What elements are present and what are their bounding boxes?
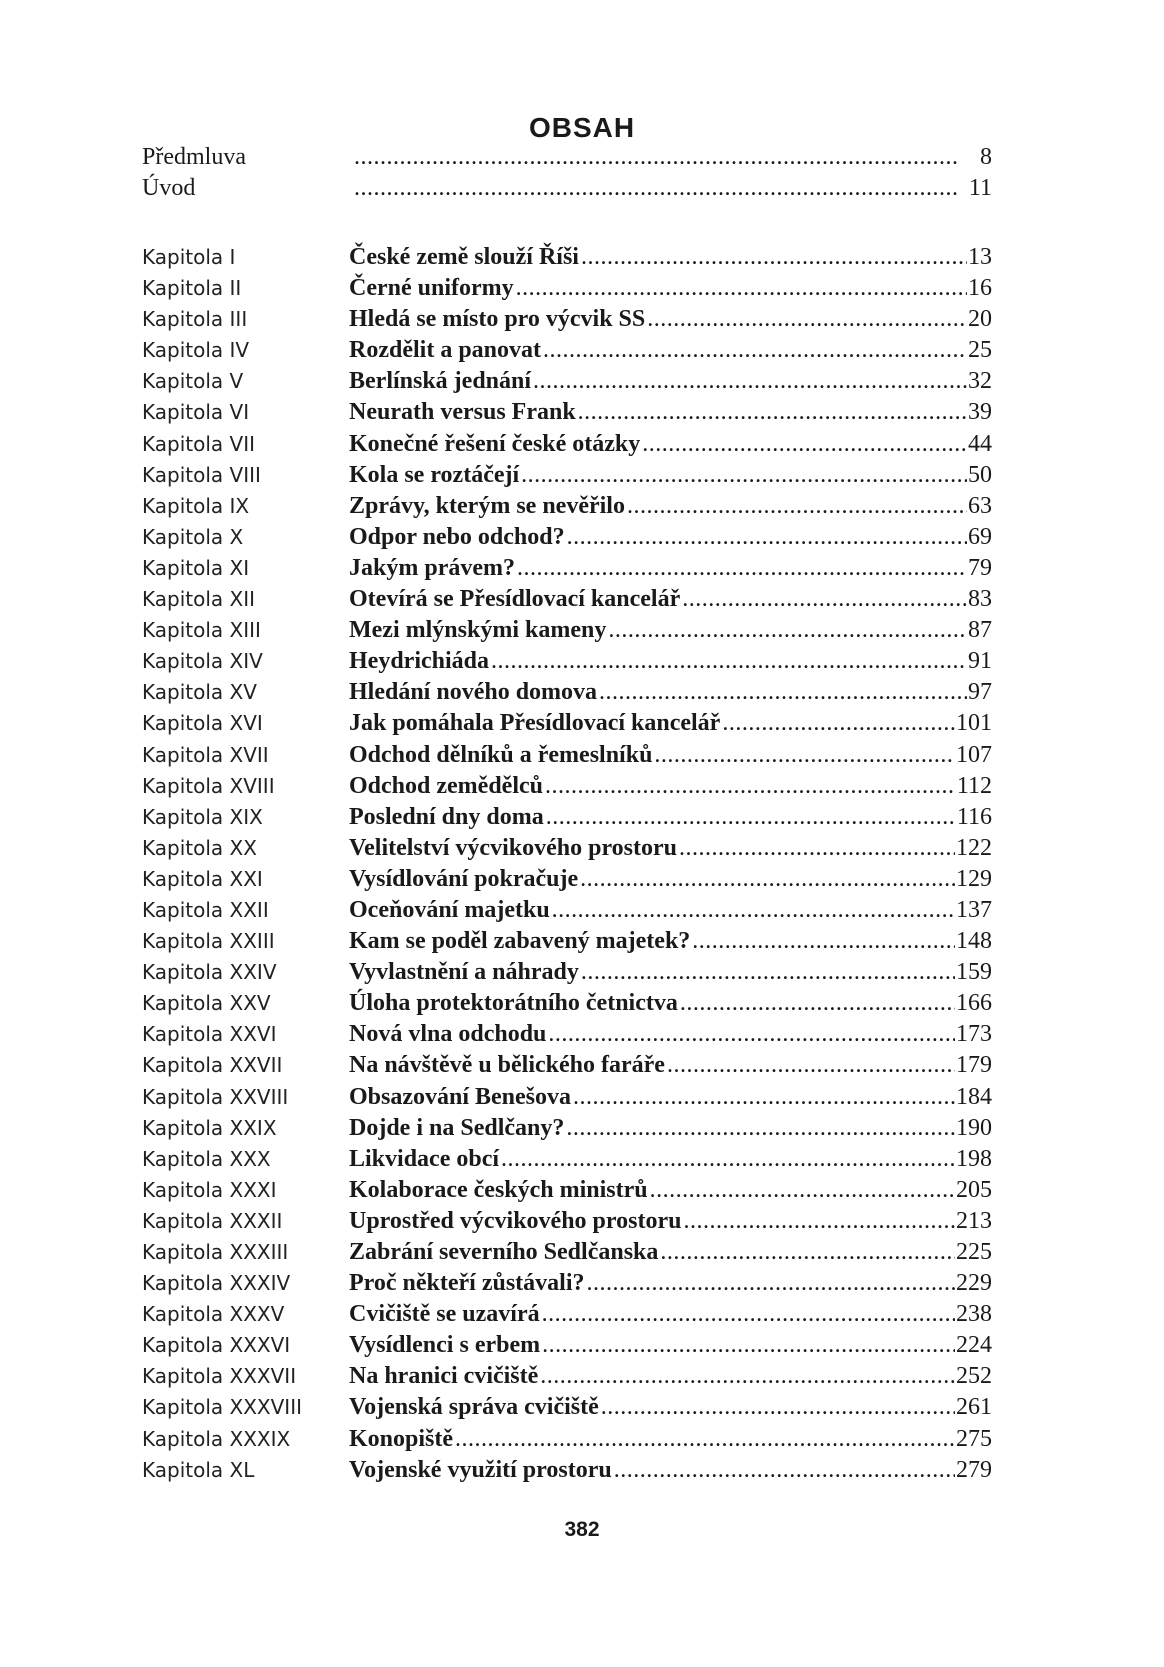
chapter-title: Vojenská správa cvičiště bbox=[349, 1394, 599, 1421]
chapter-title: Kola se roztáčejí bbox=[349, 461, 520, 488]
chapter-title: Proč někteří zůstávali? bbox=[349, 1270, 585, 1297]
toc-entry bbox=[142, 617, 992, 648]
chapter-title: Neurath versus Frank bbox=[349, 399, 576, 426]
chapter-title: Hledá se místo pro výcvik SS bbox=[349, 306, 646, 333]
toc-entry bbox=[142, 399, 992, 430]
chapter-title: Cvičiště se uzavírá bbox=[349, 1301, 540, 1328]
toc-entry bbox=[142, 1394, 992, 1425]
leader-dots bbox=[581, 244, 967, 271]
chapter-page: 198 bbox=[956, 1145, 992, 1172]
leader-dots bbox=[501, 1146, 955, 1173]
toc-entry bbox=[142, 1332, 992, 1363]
toc-entry bbox=[142, 555, 992, 586]
chapter-page: 159 bbox=[956, 959, 992, 986]
chapter-page: 112 bbox=[956, 772, 992, 799]
toc-entry bbox=[142, 679, 992, 710]
chapter-title: Dojde i na Sedlčany? bbox=[349, 1114, 565, 1141]
chapter-page: 16 bbox=[968, 275, 992, 302]
chapter-page: 20 bbox=[968, 306, 992, 333]
leader-dots bbox=[455, 1426, 955, 1453]
chapter-title: Oceňování majetku bbox=[349, 896, 550, 923]
toc-entry bbox=[142, 462, 992, 493]
leader-dots bbox=[601, 1394, 955, 1421]
page-number: 382 bbox=[564, 1518, 600, 1541]
chapter-page: 279 bbox=[956, 1456, 992, 1483]
chapter-title: Uprostřed výcvikového prostoru bbox=[349, 1207, 682, 1234]
chapter-page: 275 bbox=[956, 1425, 992, 1452]
leader-dots bbox=[647, 306, 967, 333]
chapter-title: České země slouží Říši bbox=[349, 244, 579, 270]
chapter-page: 83 bbox=[968, 586, 992, 613]
leader-dots bbox=[578, 399, 967, 426]
chapter-page: 225 bbox=[956, 1239, 992, 1265]
chapter-label: Kapitola XXVIII bbox=[142, 1084, 289, 1109]
chapter-label: Kapitola XXVII bbox=[142, 1053, 283, 1078]
toc-entry bbox=[142, 586, 992, 617]
toc-entry bbox=[142, 1177, 992, 1208]
toc-entry bbox=[142, 1363, 992, 1394]
leader-dots bbox=[542, 1332, 955, 1359]
chapter-title: Zprávy, kterým se nevěřilo bbox=[349, 492, 625, 519]
chapter-title: Hledání nového domova bbox=[349, 679, 598, 706]
chapter-title: Obsazování Benešova bbox=[349, 1083, 572, 1110]
chapter-title: Úloha protektorátního četnictva bbox=[349, 990, 678, 1017]
chapter-page: 148 bbox=[956, 928, 992, 955]
chapter-label: Kapitola XII bbox=[142, 587, 256, 612]
chapter-page: 97 bbox=[968, 679, 992, 706]
front-matter-page: 11 bbox=[968, 175, 992, 201]
leader-dots bbox=[683, 1208, 955, 1235]
toc-entry bbox=[142, 306, 992, 337]
toc-entry bbox=[142, 710, 992, 741]
toc-entry bbox=[142, 1426, 992, 1457]
chapter-label: Kapitola XV bbox=[142, 680, 257, 705]
chapter-page: 173 bbox=[956, 1021, 992, 1048]
leader-dots bbox=[587, 1270, 955, 1297]
chapter-page: 261 bbox=[956, 1394, 992, 1421]
leader-dots bbox=[580, 866, 955, 893]
toc-entry bbox=[142, 804, 992, 835]
leader-dots bbox=[543, 337, 967, 364]
leader-dots bbox=[667, 1052, 955, 1079]
toc-entry bbox=[142, 244, 992, 275]
chapter-page: 190 bbox=[956, 1114, 992, 1141]
toc-entry bbox=[142, 990, 992, 1021]
chapter-page: 229 bbox=[956, 1270, 992, 1297]
chapter-page: 129 bbox=[956, 865, 992, 892]
leader-dots bbox=[546, 804, 956, 831]
toc-entry bbox=[142, 368, 992, 399]
toc-entry bbox=[142, 1146, 992, 1177]
leader-dots bbox=[542, 1301, 955, 1328]
chapter-label: Kapitola XXVI bbox=[142, 1022, 277, 1047]
leader-dots bbox=[627, 493, 967, 520]
chapter-label: Kapitola XIX bbox=[142, 804, 263, 829]
chapter-label: Kapitola II bbox=[142, 276, 242, 301]
toc-entry bbox=[142, 337, 992, 368]
leader-dots bbox=[533, 368, 967, 395]
chapter-title: Kam se poděl zabavený majetek? bbox=[349, 928, 691, 955]
chapter-title: Konečné řešení české otázky bbox=[349, 430, 641, 457]
leader-dots bbox=[517, 555, 967, 582]
chapter-page: 91 bbox=[968, 648, 992, 675]
chapter-title: Vysídlenci s erbem bbox=[349, 1332, 541, 1359]
chapter-label: Kapitola IV bbox=[142, 338, 250, 363]
toc-entry bbox=[142, 275, 992, 306]
chapter-label: Kapitola III bbox=[142, 307, 248, 332]
chapter-label: Kapitola IX bbox=[142, 493, 250, 518]
toc-entry bbox=[142, 1021, 992, 1052]
leader-dots bbox=[608, 617, 967, 644]
toc-entry bbox=[142, 928, 992, 959]
chapter-title: Kolaborace českých ministrů bbox=[349, 1176, 648, 1203]
chapter-page: 184 bbox=[956, 1083, 992, 1110]
chapter-page: 63 bbox=[968, 492, 992, 519]
leader-dots bbox=[722, 710, 955, 737]
chapter-title: Nová vlna odchodu bbox=[349, 1021, 547, 1048]
leader-dots bbox=[680, 990, 955, 1017]
chapter-label: Kapitola I bbox=[142, 245, 236, 269]
leader-dots bbox=[552, 897, 955, 924]
chapter-label: Kapitola X bbox=[142, 524, 244, 549]
chapter-label: Kapitola V bbox=[142, 369, 244, 394]
toc-entry bbox=[142, 1052, 992, 1083]
chapter-label: Kapitola XI bbox=[142, 555, 250, 580]
chapter-label: Kapitola VI bbox=[142, 400, 250, 425]
leader-dots bbox=[567, 524, 967, 551]
chapter-title: Zabrání severního Sedlčanska bbox=[349, 1239, 659, 1265]
chapter-title: Vyvlastnění a náhrady bbox=[349, 959, 579, 986]
leader-dots bbox=[548, 1021, 955, 1048]
front-matter-page: 8 bbox=[980, 144, 992, 170]
leader-dots bbox=[354, 175, 958, 202]
chapter-title: Mezi mlýnskými kameny bbox=[349, 617, 607, 644]
toc-entry bbox=[142, 866, 992, 897]
chapter-page: 44 bbox=[968, 430, 992, 457]
chapter-label: Kapitola XXXIII bbox=[142, 1240, 289, 1264]
leader-dots bbox=[491, 648, 967, 675]
chapter-title: Vojenské využití prostoru bbox=[349, 1456, 612, 1483]
chapter-page: 39 bbox=[968, 399, 992, 426]
chapter-page: 116 bbox=[956, 803, 992, 830]
chapter-title: Konopiště bbox=[349, 1425, 454, 1452]
leader-dots bbox=[642, 431, 967, 458]
chapter-label: Kapitola XXIV bbox=[142, 960, 277, 985]
chapter-title: Odpor nebo odchod? bbox=[349, 523, 565, 550]
chapter-label: Kapitola XXXIX bbox=[142, 1426, 291, 1451]
chapter-title: Berlínská jednání bbox=[349, 368, 532, 395]
chapter-title: Odchod dělníků a řemeslníků bbox=[349, 741, 653, 768]
chapter-title: Rozdělit a panovat bbox=[349, 337, 541, 364]
leader-dots bbox=[581, 959, 955, 986]
chapter-page: 238 bbox=[956, 1301, 992, 1328]
chapter-label: Kapitola VII bbox=[142, 431, 255, 456]
chapter-label: Kapitola XVII bbox=[142, 742, 269, 767]
chapter-page: 122 bbox=[956, 834, 992, 861]
chapter-label: Kapitola XL bbox=[142, 1457, 255, 1482]
chapter-title: Na hranici cvičiště bbox=[349, 1363, 539, 1390]
leader-dots bbox=[650, 1177, 955, 1204]
toc-entry bbox=[142, 1270, 992, 1301]
chapter-label: Kapitola VIII bbox=[142, 462, 261, 487]
leader-dots bbox=[599, 679, 967, 706]
toc-entry bbox=[142, 1301, 992, 1332]
toc-entry bbox=[142, 1115, 992, 1146]
chapter-label: Kapitola XVI bbox=[142, 711, 263, 736]
toc-entry bbox=[142, 959, 992, 990]
chapter-title: Otevírá se Přesídlovací kancelář bbox=[349, 586, 681, 613]
chapter-title: Velitelství výcvikového prostoru bbox=[349, 834, 677, 861]
chapter-label: Kapitola XXII bbox=[142, 897, 269, 922]
chapter-page: 32 bbox=[968, 368, 992, 395]
leader-dots bbox=[573, 1084, 955, 1111]
front-matter-entry-introduction bbox=[142, 175, 992, 207]
chapter-title: Jak pomáhala Přesídlovací kancelář bbox=[349, 710, 721, 737]
chapter-page: 69 bbox=[968, 523, 992, 550]
chapter-label: Kapitola XVIII bbox=[142, 773, 275, 798]
leader-dots bbox=[354, 144, 958, 171]
toc-entry bbox=[142, 1239, 992, 1270]
chapter-page: 101 bbox=[956, 710, 992, 737]
chapter-label: Kapitola XXXII bbox=[142, 1208, 283, 1233]
chapter-label: Kapitola XXIII bbox=[142, 929, 275, 954]
leader-dots bbox=[614, 1457, 955, 1484]
chapter-label: Kapitola XX bbox=[142, 835, 257, 860]
chapter-page: 13 bbox=[968, 244, 992, 270]
chapter-label: Kapitola XXXIV bbox=[142, 1271, 291, 1296]
chapter-title: Poslední dny doma bbox=[349, 803, 544, 830]
chapter-title: Vysídlování pokračuje bbox=[349, 865, 579, 892]
toc-entry bbox=[142, 773, 992, 804]
chapter-label: Kapitola XXXVIII bbox=[142, 1395, 302, 1420]
front-matter-label: Předmluva bbox=[142, 144, 246, 170]
front-matter-label: Úvod bbox=[142, 175, 196, 201]
toc-entry bbox=[142, 524, 992, 555]
chapter-page: 213 bbox=[956, 1207, 992, 1234]
leader-dots bbox=[654, 742, 955, 769]
toc-entry bbox=[142, 493, 992, 524]
chapter-page: 137 bbox=[956, 896, 992, 923]
chapter-page: 107 bbox=[956, 741, 992, 768]
toc-entry bbox=[142, 648, 992, 679]
chapter-label: Kapitola XXV bbox=[142, 991, 271, 1016]
chapter-title: Na návštěvě u bělického faráře bbox=[349, 1052, 665, 1079]
chapter-page: 179 bbox=[956, 1052, 992, 1079]
chapter-label: Kapitola XXXV bbox=[142, 1302, 285, 1327]
leader-dots bbox=[566, 1115, 955, 1142]
chapter-page: 25 bbox=[968, 337, 992, 364]
front-matter-entry-preface bbox=[142, 144, 992, 176]
chapter-label: Kapitola XIII bbox=[142, 618, 261, 643]
chapter-label: Kapitola XXI bbox=[142, 866, 263, 891]
chapter-page: 224 bbox=[956, 1332, 992, 1359]
leader-dots bbox=[660, 1239, 955, 1266]
chapter-label: Kapitola XXXI bbox=[142, 1177, 277, 1202]
chapter-label: Kapitola XIV bbox=[142, 649, 263, 674]
chapter-title: Odchod zemědělců bbox=[349, 772, 543, 799]
leader-dots bbox=[545, 773, 956, 800]
chapter-label: Kapitola XXXVII bbox=[142, 1364, 297, 1389]
chapter-label: Kapitola XXXVI bbox=[142, 1333, 291, 1358]
chapter-page: 79 bbox=[968, 554, 992, 581]
chapter-page: 87 bbox=[968, 617, 992, 644]
chapter-page: 252 bbox=[956, 1363, 992, 1390]
chapter-list bbox=[142, 244, 992, 1488]
chapter-page: 50 bbox=[968, 461, 992, 488]
leader-dots bbox=[516, 275, 967, 302]
chapter-title: Heydrichiáda bbox=[349, 648, 490, 675]
chapter-label: Kapitola XXX bbox=[142, 1146, 271, 1171]
toc-entry bbox=[142, 1457, 992, 1488]
toc-entry bbox=[142, 1084, 992, 1115]
toc-entry bbox=[142, 897, 992, 928]
chapter-title: Černé uniformy bbox=[349, 275, 514, 302]
leader-dots bbox=[679, 835, 955, 862]
chapter-label: Kapitola XXIX bbox=[142, 1115, 277, 1140]
toc-entry bbox=[142, 1208, 992, 1239]
chapter-page: 205 bbox=[956, 1176, 992, 1203]
leader-dots bbox=[521, 462, 967, 489]
chapter-title: Likvidace obcí bbox=[349, 1145, 500, 1172]
page-title: OBSAH bbox=[528, 112, 636, 143]
chapter-title: Jakým právem? bbox=[349, 554, 515, 581]
leader-dots bbox=[540, 1363, 955, 1390]
chapter-page: 166 bbox=[956, 990, 992, 1017]
leader-dots bbox=[692, 928, 955, 955]
toc-entry bbox=[142, 835, 992, 866]
leader-dots bbox=[682, 586, 967, 613]
toc-entry bbox=[142, 742, 992, 773]
toc-entry bbox=[142, 431, 992, 462]
